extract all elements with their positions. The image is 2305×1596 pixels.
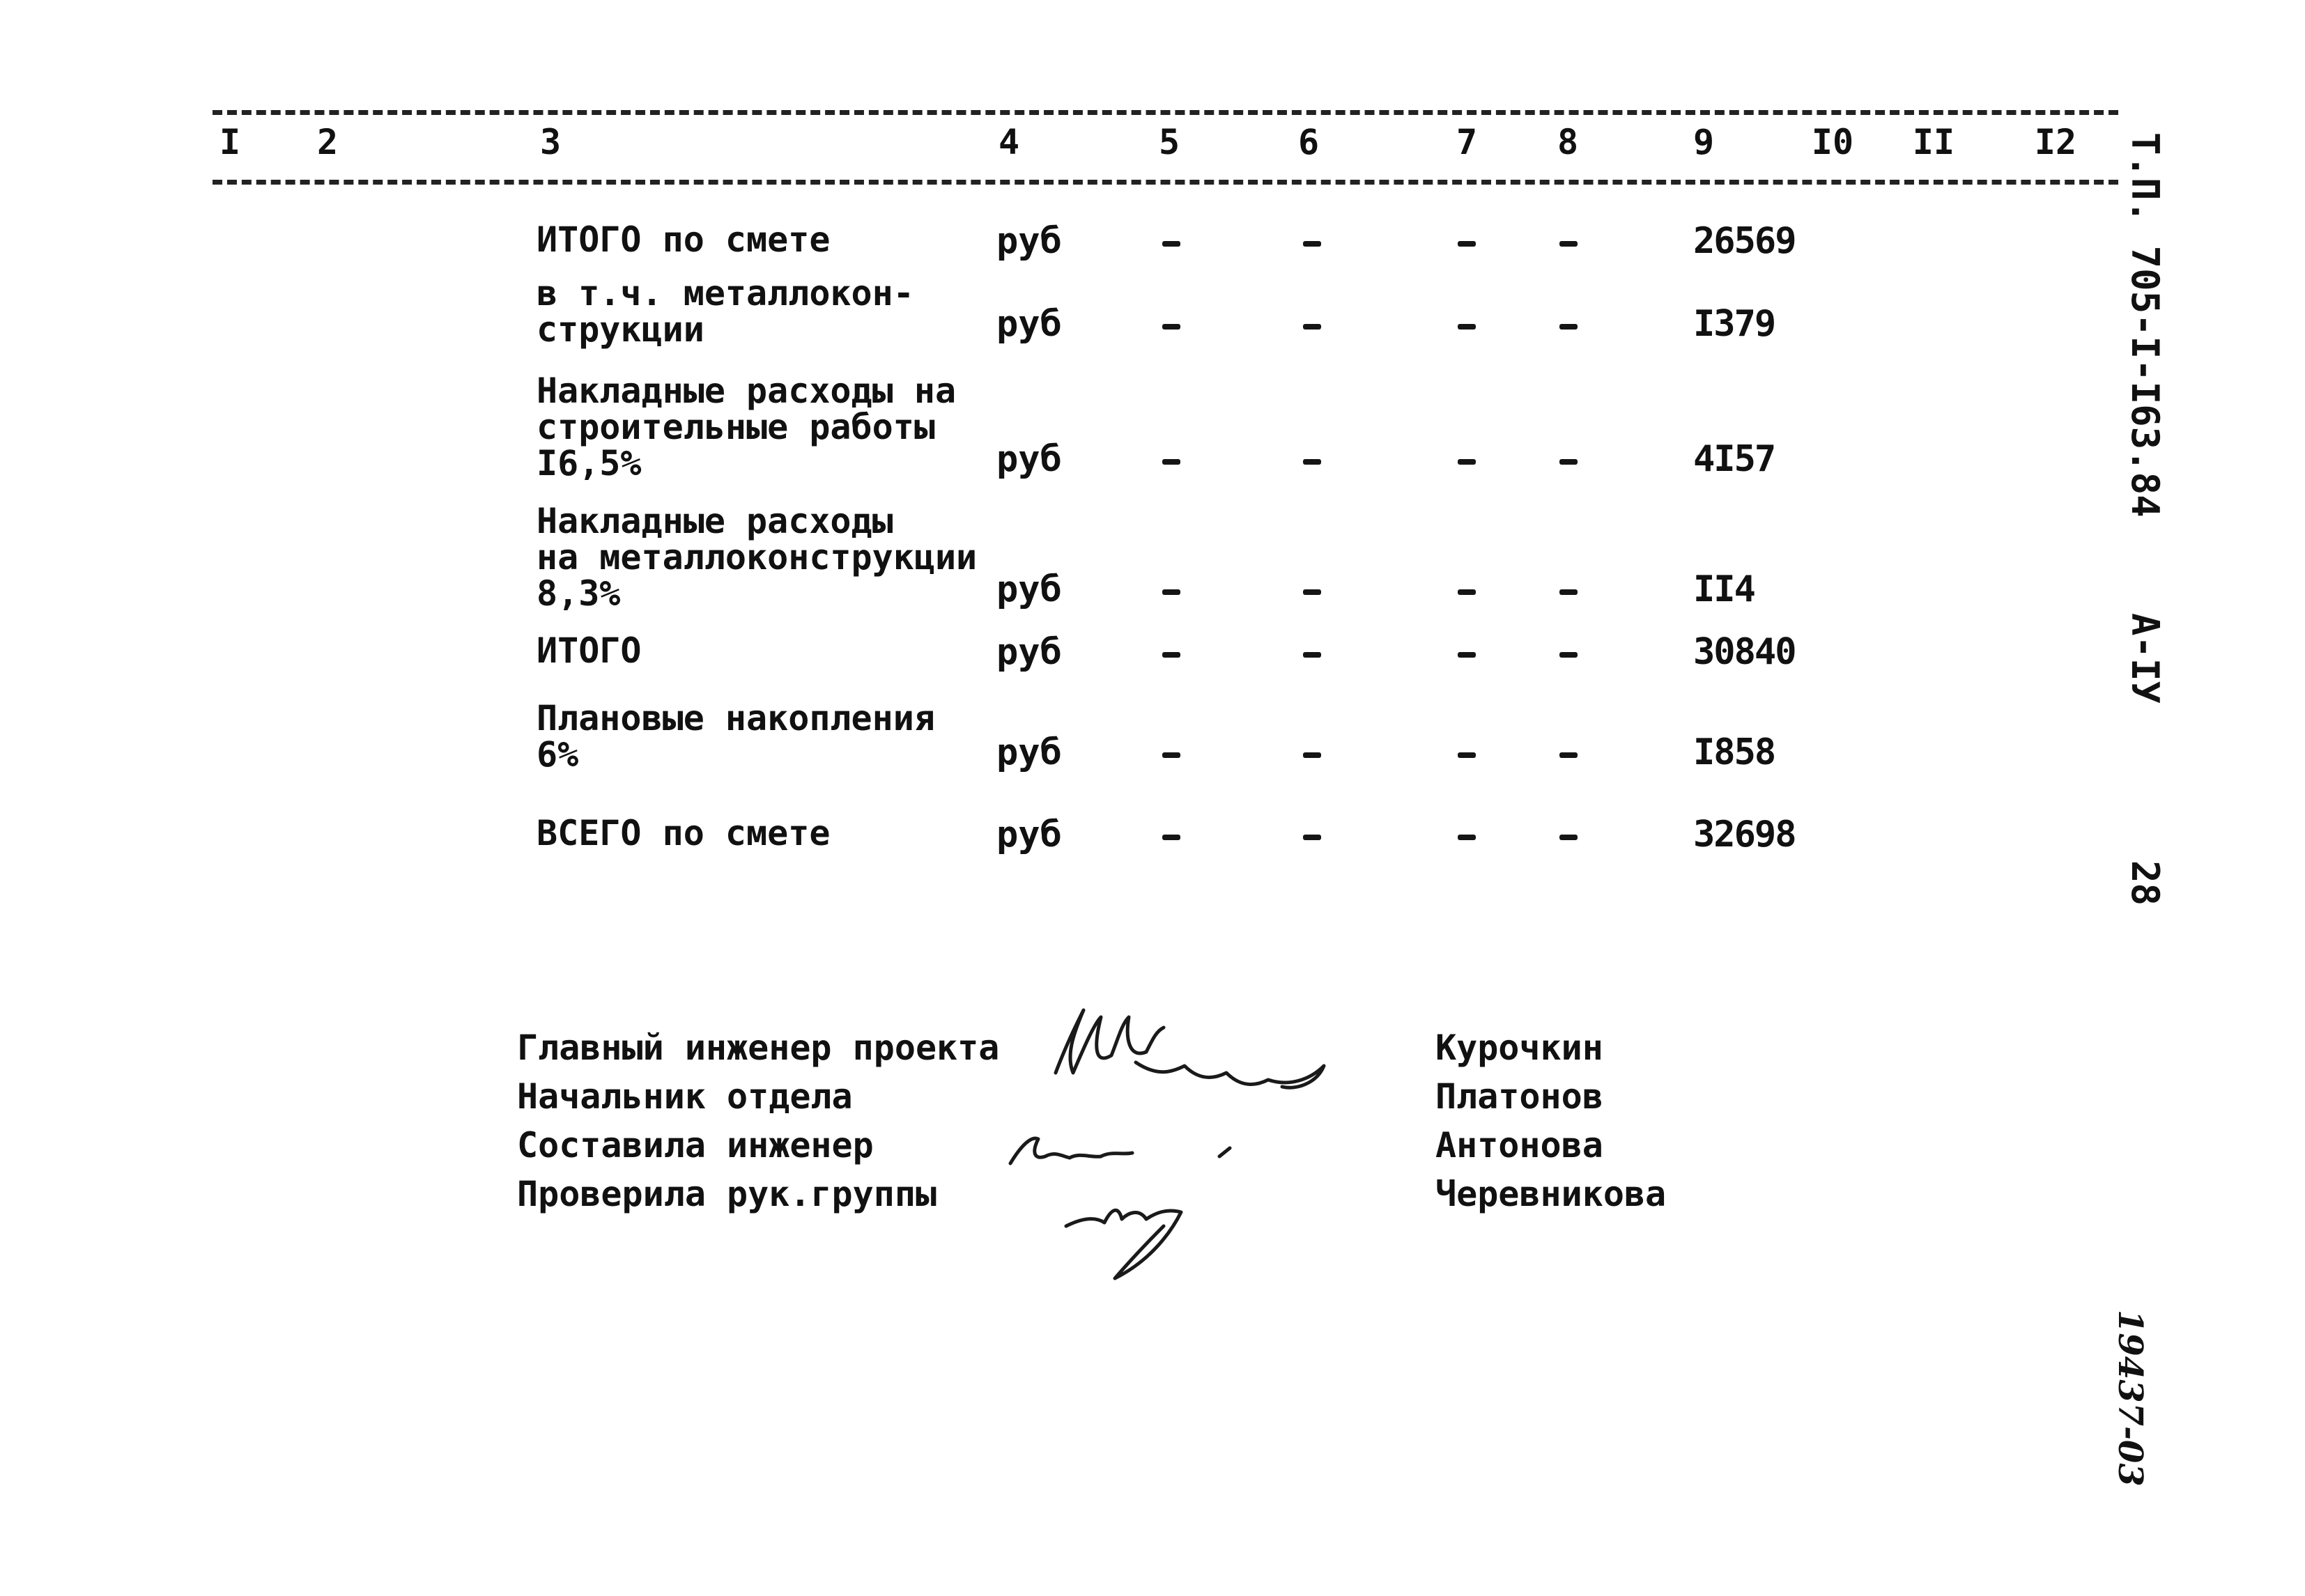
- column-number: II: [1912, 122, 1955, 162]
- row-unit: руб: [996, 220, 1062, 262]
- empty-dash: [1458, 589, 1476, 595]
- signature-engineer: [1010, 1138, 1230, 1163]
- empty-dash: [1559, 241, 1578, 247]
- column-number: I0: [1811, 122, 1854, 162]
- column-number: 8: [1557, 122, 1579, 162]
- signer-name: Черевникова: [1435, 1174, 1667, 1214]
- row-unit: руб: [996, 568, 1062, 610]
- signer-role: Начальник отдела: [517, 1076, 853, 1117]
- row-label: Накладные расходы на металлоконструкции 8,3%: [537, 501, 978, 614]
- document-code: Т.П. 705-I-I63.84: [2123, 132, 2167, 518]
- empty-dash: [1303, 241, 1321, 247]
- empty-dash: [1303, 459, 1321, 465]
- empty-dash: [1458, 835, 1476, 840]
- column-number: 2: [316, 122, 339, 162]
- empty-dash: [1458, 652, 1476, 658]
- signature-group-leader: [1066, 1210, 1181, 1278]
- empty-dash: [1458, 241, 1476, 247]
- row-total: I858: [1693, 731, 1775, 773]
- empty-dash: [1303, 752, 1321, 758]
- row-unit: руб: [996, 814, 1062, 855]
- row-label: ВСЕГО по смете: [537, 813, 831, 853]
- row-label: ИТОГО по смете: [537, 219, 831, 260]
- empty-dash: [1559, 752, 1578, 758]
- header-bottom-rule: [213, 180, 2118, 185]
- signer-role: Проверила рук.группы: [517, 1174, 937, 1214]
- empty-dash: [1162, 835, 1180, 840]
- row-label: в т.ч. металлокон- струкции: [537, 273, 914, 350]
- archive-number: 19437-03: [2111, 1310, 2150, 1487]
- empty-dash: [1162, 324, 1180, 330]
- column-number: I2: [2034, 122, 2077, 162]
- column-number: 7: [1456, 122, 1478, 162]
- empty-dash: [1162, 459, 1180, 465]
- row-label: ИТОГО: [537, 630, 642, 671]
- empty-dash: [1303, 589, 1321, 595]
- row-total: II4: [1693, 568, 1755, 610]
- page-number: 28: [2123, 860, 2167, 906]
- empty-dash: [1559, 652, 1578, 658]
- row-total: 4I57: [1693, 438, 1775, 480]
- column-number: 3: [539, 122, 562, 162]
- row-total: I379: [1693, 303, 1775, 345]
- signer-role: Составила инженер: [517, 1125, 874, 1165]
- empty-dash: [1559, 589, 1578, 595]
- album-code: А-IУ: [2123, 613, 2167, 704]
- column-number: I: [219, 122, 241, 162]
- signer-name: Платонов: [1435, 1076, 1603, 1117]
- empty-dash: [1162, 652, 1180, 658]
- empty-dash: [1303, 652, 1321, 658]
- empty-dash: [1162, 241, 1180, 247]
- row-label: Накладные расходы на строительные работы I6,5%: [537, 371, 957, 483]
- row-unit: руб: [996, 303, 1062, 345]
- empty-dash: [1303, 324, 1321, 330]
- signer-role: Главный инженер проекта: [517, 1028, 1000, 1068]
- signature-department-head: [1136, 1062, 1324, 1087]
- empty-dash: [1559, 835, 1578, 840]
- handwritten-signatures: [989, 996, 1408, 1289]
- empty-dash: [1162, 589, 1180, 595]
- empty-dash: [1458, 459, 1476, 465]
- empty-dash: [1303, 835, 1321, 840]
- empty-dash: [1458, 324, 1476, 330]
- row-total: 32698: [1693, 814, 1796, 855]
- empty-dash: [1559, 324, 1578, 330]
- signer-name: Курочкин: [1435, 1028, 1603, 1068]
- header-top-rule: [213, 110, 2118, 115]
- row-unit: руб: [996, 631, 1062, 673]
- column-number: 4: [998, 122, 1020, 162]
- column-number: 9: [1693, 122, 1715, 162]
- row-label: Плановые накопления 6%: [537, 698, 935, 775]
- row-total: 26569: [1693, 220, 1796, 262]
- empty-dash: [1458, 752, 1476, 758]
- row-unit: руб: [996, 731, 1062, 773]
- signer-name: Антонова: [1435, 1125, 1603, 1165]
- empty-dash: [1559, 459, 1578, 465]
- column-number: 6: [1297, 122, 1320, 162]
- row-total: 30840: [1693, 631, 1796, 673]
- signature-chief-engineer: [1056, 1010, 1164, 1073]
- column-number: 5: [1158, 122, 1180, 162]
- row-unit: руб: [996, 438, 1062, 480]
- empty-dash: [1162, 752, 1180, 758]
